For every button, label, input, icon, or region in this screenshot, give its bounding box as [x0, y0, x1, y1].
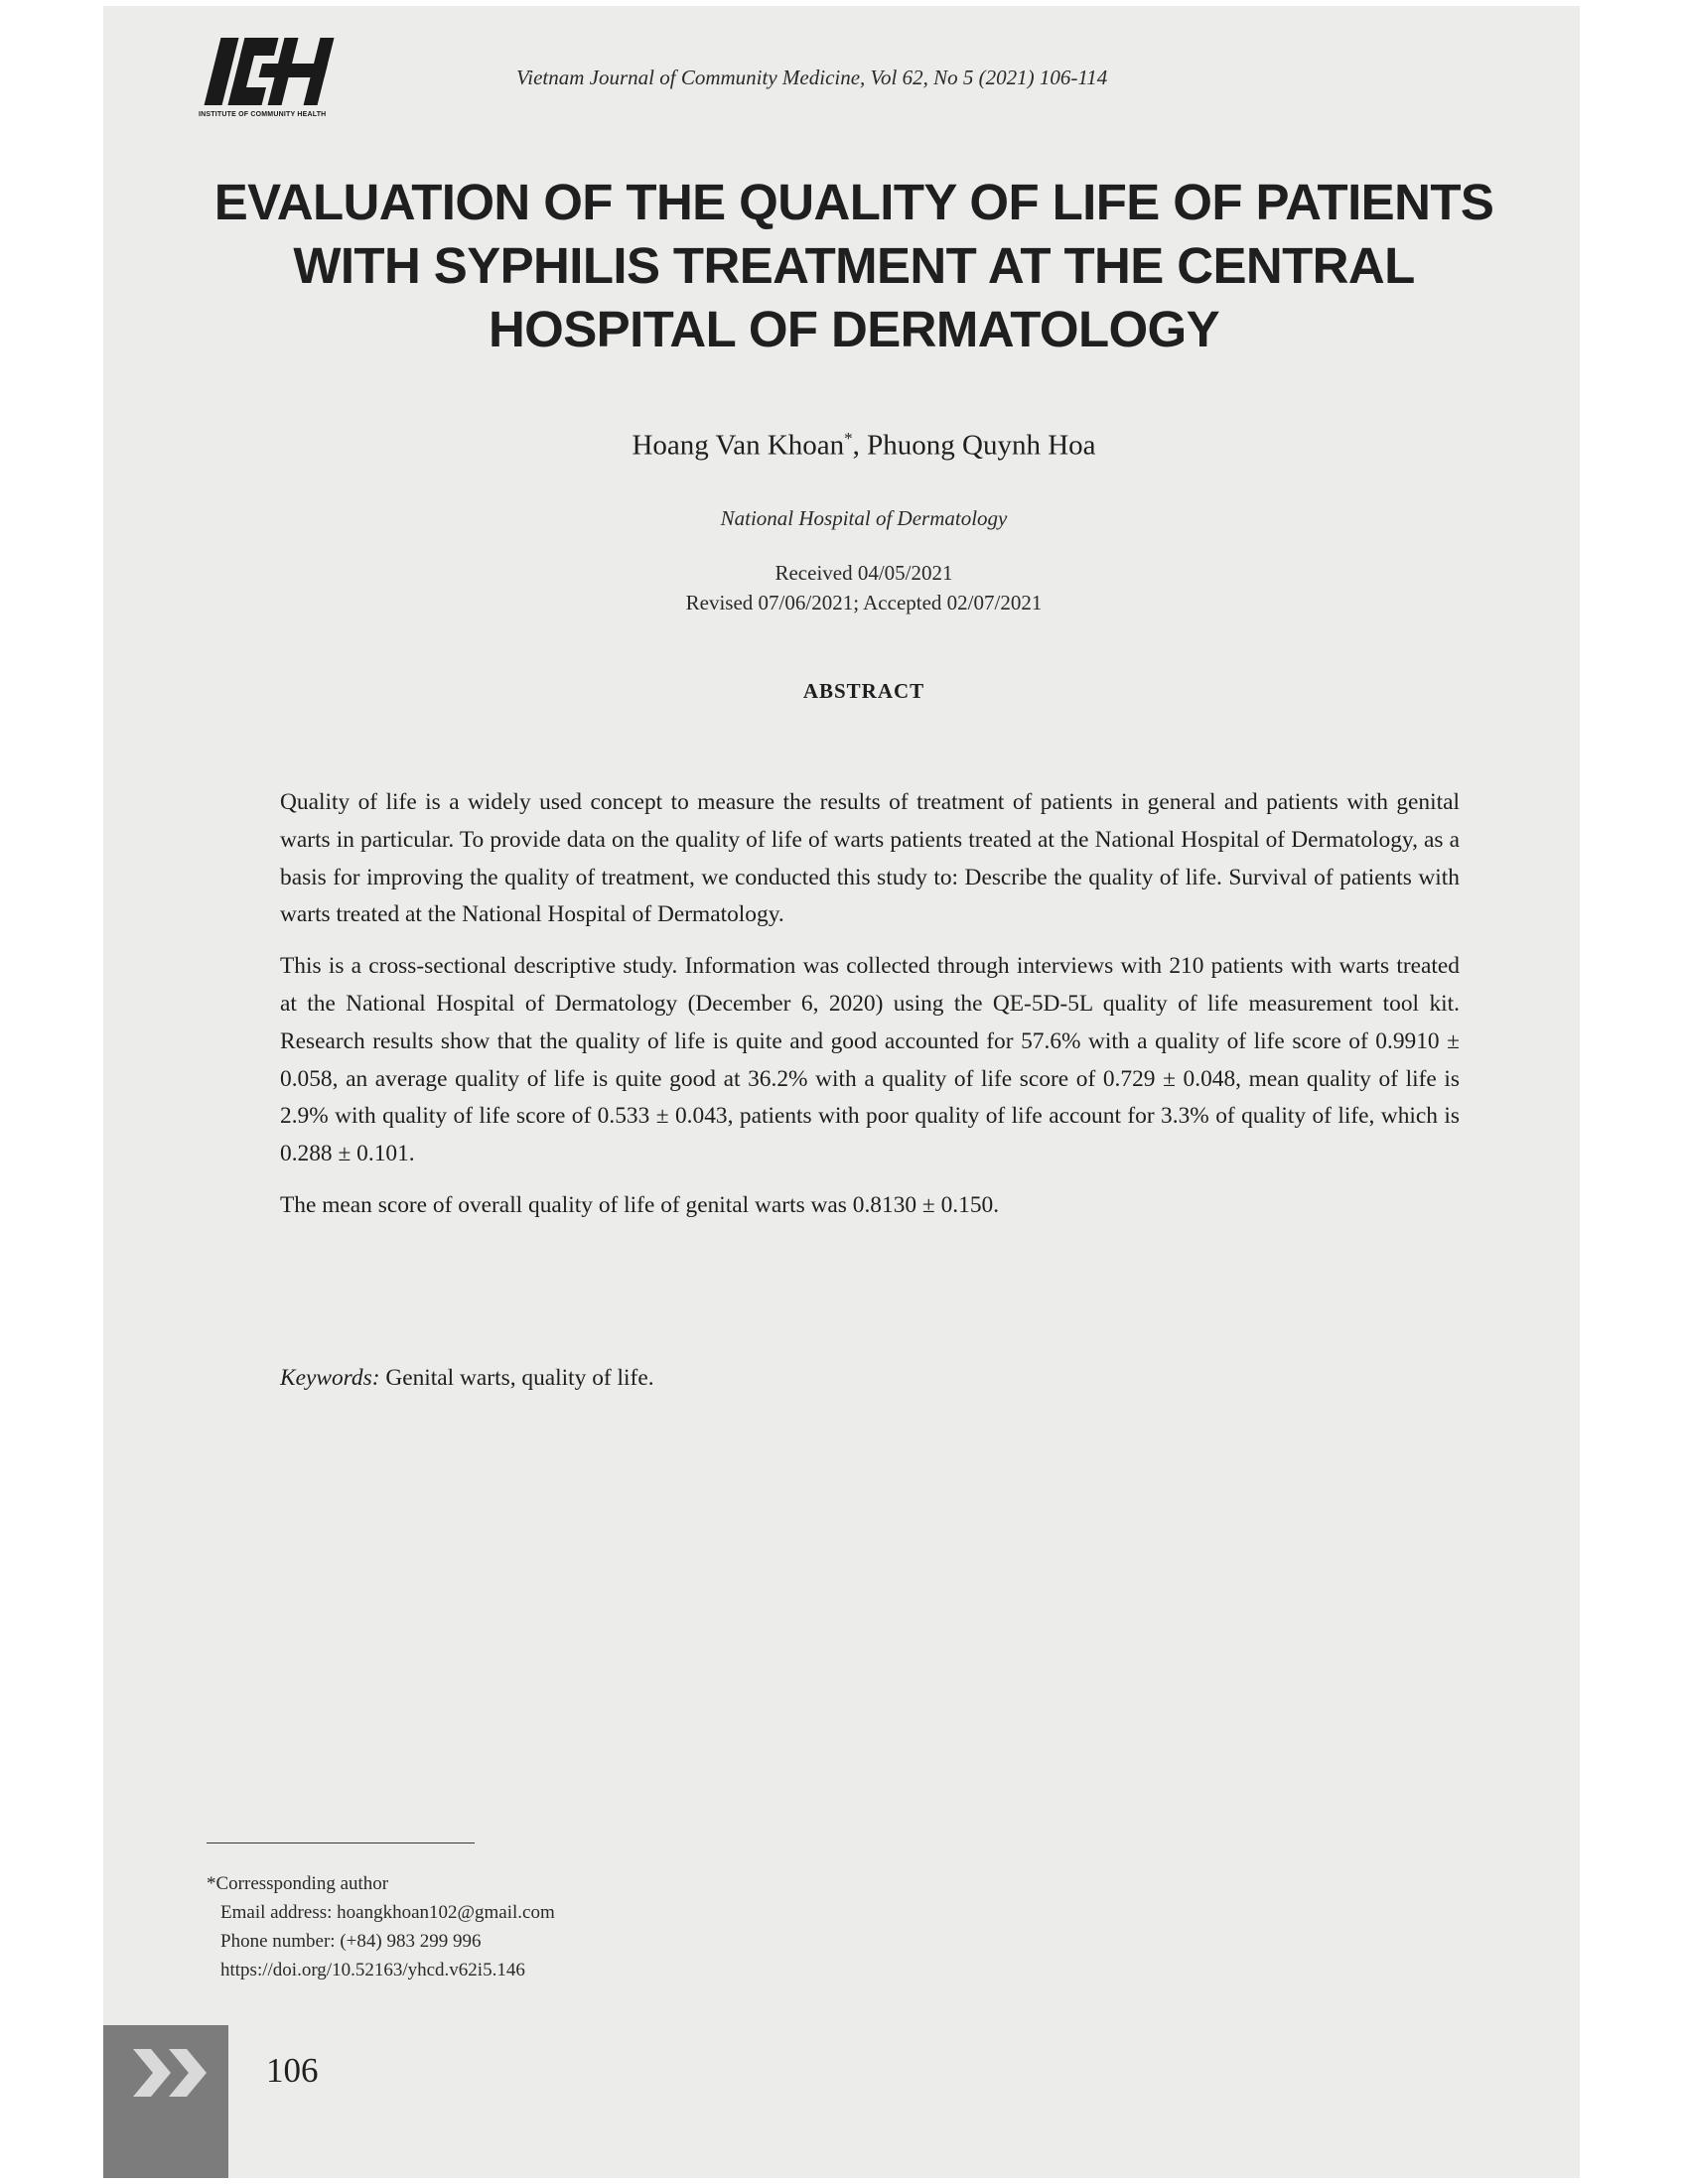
logo-caption: INSTITUTE OF COMMUNITY HEALTH [199, 111, 327, 118]
abstract-paragraph: This is a cross-sectional descriptive study. Information was collected through interviews with 210 patients with warts treated at the National Hospital of Dermatology (December 6, 2020) using the QE-5D-5L quality of life measurement tool kit. Research results show that the quality of life is quite and good accounted for 57.6% with a quality of life score of 0.9910 ± 0.058, an average quality of life is quite good at 36.2% with a quality of life score of 0.729 ± 0.048, mean quality of life is 2.9% with quality of life score of 0.533 ± 0.043, patients with poor quality of life account for 3.3% of quality of life, which is 0.288 ± 0.101. [280, 953, 1460, 1167]
keywords [280, 1360, 1460, 1397]
title-line: WITH SYPHILIS TREATMENT AT THE CENTRAL [293, 237, 1415, 294]
abstract-paragraph: The mean score of overall quality of life of genital warts was 0.8130 ± 0.150. [280, 1191, 1000, 1218]
journal-citation: Vietnam Journal of Community Medicine, Vol 62, No 5 (2021) 106-114 [516, 66, 1108, 89]
article-title [199, 171, 1509, 361]
title-line: HOSPITAL OF DERMATOLOGY [488, 301, 1220, 357]
corresponding-mark: * [844, 429, 853, 448]
author-rest: , Phuong Quynh Hoa [852, 429, 1096, 462]
keywords-text: Genital warts, quality of life. [379, 1365, 654, 1391]
abstract-paragraph: Quality of life is a widely used concept to measure the results of treatment of patients in general and patients with genital warts in particular. To provide data on the quality of life of warts patients treated at the National Hospital of Dermatology, as a basis for improving the quality of treatment, we conducted this study to: Describe the quality of life. Survival of patients with warts treated at the National Hospital of Dermatology. [280, 789, 1460, 928]
keywords-label: Keywords: [280, 1365, 380, 1391]
footnote [207, 1869, 1001, 1984]
abstract-body [280, 784, 1460, 1239]
corresponding-author-note: *Corressponding author [207, 1873, 389, 1894]
author-first: Hoang Van Khoan [632, 429, 845, 462]
title-line: EVALUATION OF THE QUALITY OF LIFE OF PATIENTS [213, 174, 1494, 230]
affiliation: National Hospital of Dermatology [720, 506, 1008, 530]
author-email: Email address: hoangkhoan102@gmail.com [220, 1902, 555, 1923]
page-number: 106 [266, 2051, 319, 2090]
revised-accepted-date: Revised 07/06/2021; Accepted 02/07/2021 [685, 591, 1043, 614]
article-dates [199, 558, 1529, 617]
doi-link[interactable]: https://doi.org/10.52163/yhcd.v62i5.146 [220, 1960, 525, 1980]
abstract-heading: ABSTRACT [802, 679, 925, 703]
author-list [199, 429, 1529, 463]
author-phone: Phone number: (+84) 983 299 996 [220, 1931, 482, 1952]
received-date: Received 04/05/2021 [774, 561, 953, 585]
double-chevron-right-icon [129, 2045, 218, 2101]
